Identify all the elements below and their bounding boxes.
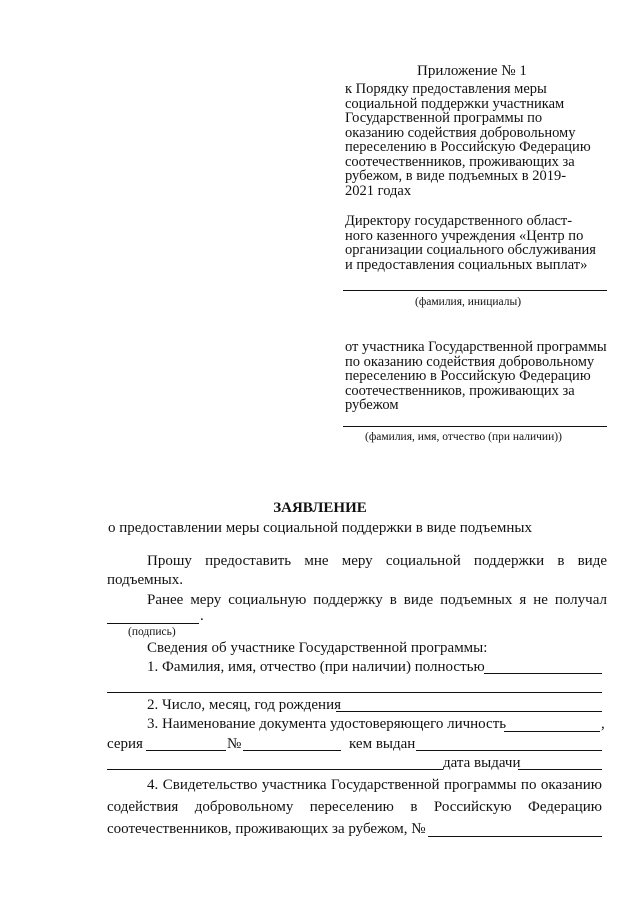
item2-label: 2. Число, месяц, год рождения [147,697,341,713]
appendix-title: Приложение № 1 [417,63,527,79]
issue-date-field[interactable] [518,769,602,770]
sender-name-line[interactable] [343,426,607,427]
series-field[interactable] [146,750,226,751]
full-name-field-continued[interactable] [107,692,602,693]
document-number-field[interactable] [243,750,341,751]
appendix-line: к Порядку предоставления меры [345,81,547,97]
addressee-line: и предоставления социальных выплат» [345,256,588,273]
sender-block [345,340,615,413]
previous-support-line: Ранее меру социальную поддержку в виде подъемных я не получал [147,592,607,608]
item3-comma: , [601,716,605,732]
appendix-line: оказанию содействия добровольному [345,124,576,141]
issued-by-field-continued[interactable] [107,769,443,770]
number-label: № [227,736,242,752]
appendix-line: соотечественников, проживающих за [345,153,575,170]
addressee-name-line[interactable] [343,290,607,291]
signature-line[interactable] [107,623,199,624]
item3-label: 3. Наименование документа удостоверяющего личность [147,716,507,732]
sender-line: переселению в Российскую Федерацию [345,368,591,384]
signature-caption: (подпись) [128,626,176,638]
sender-line: соотечественников, проживающих за [345,382,575,399]
info-header: Сведения об участнике Государственной программы: [147,640,488,656]
sender-line: рубежом [345,397,399,413]
statement-subtitle: о предоставлении меры социальной поддержки в виде подъемных [108,520,532,536]
appendix-line: переселению в Российскую Федерацию [345,139,591,155]
signature-dot: . [200,608,204,624]
birth-date-field[interactable] [336,711,602,712]
addressee-line: организации социального обслуживания [345,242,596,258]
request-line-2: подъемных. [107,572,183,588]
item4-line-2: содействия добровольному переселению в Российскую Федерацию [107,799,602,815]
identity-document-field[interactable] [504,731,600,732]
sender-line: от участника Государственной программы [345,339,607,355]
addressee-block [345,214,615,272]
appendix-line: Государственной программы по [345,110,543,126]
issued-by-label: кем выдан [349,736,416,752]
appendix-line: 2021 годах [345,182,412,199]
issue-date-label: дата выдачи [443,755,521,771]
appendix-line: рубежом, в виде подъемных в 2019- [345,168,567,184]
sender-caption: (фамилия, имя, отчество (при наличии)) [365,431,562,443]
addressee-caption: (фамилия, инициалы) [415,296,522,308]
appendix-text [345,82,615,198]
item4-line-3: соотечественников, проживающих за рубежом, № [107,821,426,837]
addressee-line: ного казенного учреждения «Центр по [345,227,584,244]
appendix-line: социальной поддержки участникам [345,95,565,112]
addressee-line: Директору государственного област- [345,213,573,229]
sender-line: по оказанию содействия добровольному [345,353,595,370]
issued-by-field[interactable] [416,750,602,751]
item1-label: 1. Фамилия, имя, отчество (при наличии) полностью [147,659,485,675]
item4-line-1: 4. Свидетельство участника Государственной программы по оказанию [147,777,602,793]
full-name-field[interactable] [484,673,602,674]
request-line-1: Прошу предоставить мне меру социальной поддержки в виде [147,553,607,569]
series-label: серия [107,736,143,752]
statement-title: ЗАЯВЛЕНИЕ [273,500,367,516]
certificate-number-field[interactable] [428,836,602,837]
